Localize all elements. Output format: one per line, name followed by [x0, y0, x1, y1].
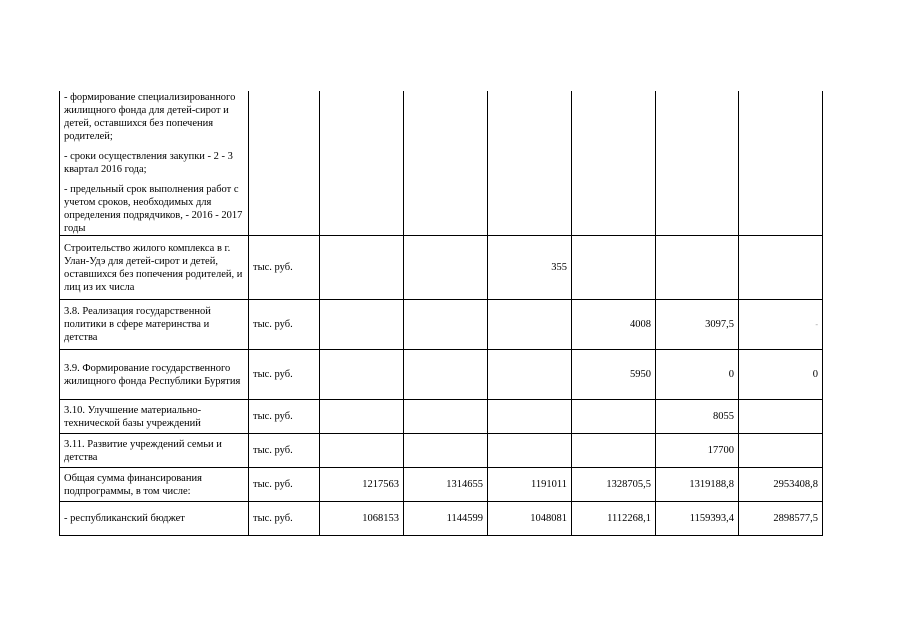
table-row	[60, 300, 823, 350]
value-cell: 5950	[572, 350, 656, 400]
table-row	[60, 434, 823, 468]
value-cell	[320, 400, 404, 434]
table-row	[60, 350, 823, 400]
value-cell	[320, 434, 404, 468]
value-cell	[404, 400, 488, 434]
value-cell: 1328705,5	[572, 468, 656, 502]
unit-cell: тыс. руб.	[249, 468, 320, 502]
value-cell	[739, 236, 823, 300]
unit-cell: тыс. руб.	[249, 236, 320, 300]
description-paragraph: - сроки осуществления закупки - 2 - 3 квартал 2016 года;	[64, 151, 233, 175]
description-paragraph: - формирование специализированного жилищного фонда для детей-сирот и детей, оставшихся без попечения родителей;	[64, 92, 236, 142]
table-row	[60, 502, 823, 536]
value-cell: 17700	[656, 434, 739, 468]
value-cell	[404, 350, 488, 400]
table-row	[60, 468, 823, 502]
row-name-cell: Строительство жилого комплекса в г. Улан-Удэ для детей-сирот и детей, оставшихся без попечения родителей, и лиц из их числа	[60, 236, 249, 300]
value-cell: 1191011	[488, 468, 572, 502]
unit-cell: тыс. руб.	[249, 400, 320, 434]
value-cell: -	[739, 300, 823, 350]
row-name-cell: Общая сумма финансирования подпрограммы, в том числе:	[60, 468, 249, 502]
value-cell	[739, 400, 823, 434]
value-cell	[488, 400, 572, 434]
row-name-cell: 3.8. Реализация государственной политики в сфере материнства и детства	[60, 300, 249, 350]
value-cell	[739, 434, 823, 468]
value-cell: 1314655	[404, 468, 488, 502]
value-cell: 1217563	[320, 468, 404, 502]
unit-cell: тыс. руб.	[249, 502, 320, 536]
row-name-cell: 3.9. Формирование государственного жилищного фонда Республики Бурятия	[60, 350, 249, 400]
unit-cell: тыс. руб.	[249, 300, 320, 350]
value-cell: 0	[739, 350, 823, 400]
value-cell	[404, 300, 488, 350]
value-cell	[739, 91, 823, 236]
table-row	[60, 236, 823, 300]
value-cell: 0	[656, 350, 739, 400]
value-cell	[320, 236, 404, 300]
value-cell: 355	[488, 236, 572, 300]
value-cell	[488, 350, 572, 400]
unit-cell: тыс. руб.	[249, 350, 320, 400]
value-cell	[404, 91, 488, 236]
row-description-cell	[60, 91, 249, 236]
value-cell	[572, 91, 656, 236]
value-cell	[572, 434, 656, 468]
value-cell	[488, 300, 572, 350]
value-cell: 1112268,1	[572, 502, 656, 536]
value-cell: 1159393,4	[656, 502, 739, 536]
value-cell	[572, 400, 656, 434]
value-cell	[656, 91, 739, 236]
row-name-cell: 3.11. Развитие учреждений семьи и детства	[60, 434, 249, 468]
row-name-cell: - республиканский бюджет	[60, 502, 249, 536]
value-cell	[488, 91, 572, 236]
value-cell	[320, 300, 404, 350]
unit-cell	[249, 91, 320, 236]
financing-table	[59, 91, 823, 536]
value-cell: 1048081	[488, 502, 572, 536]
value-cell	[488, 434, 572, 468]
value-cell	[320, 350, 404, 400]
value-cell: 3097,5	[656, 300, 739, 350]
value-cell	[572, 236, 656, 300]
unit-cell: тыс. руб.	[249, 434, 320, 468]
description-paragraph: - предельный срок выполнения работ с учетом сроков, необходимых для определения подрядчиков, - 2016 - 2017 годы	[64, 184, 243, 234]
value-cell: 1144599	[404, 502, 488, 536]
value-cell	[404, 236, 488, 300]
value-cell: 8055	[656, 400, 739, 434]
table-row	[60, 91, 823, 236]
value-cell	[404, 434, 488, 468]
value-cell: 4008	[572, 300, 656, 350]
value-cell: 2953408,8	[739, 468, 823, 502]
value-cell	[320, 91, 404, 236]
table-row	[60, 400, 823, 434]
value-cell: 1068153	[320, 502, 404, 536]
value-cell	[656, 236, 739, 300]
value-cell: 1319188,8	[656, 468, 739, 502]
row-name-cell: 3.10. Улучшение материально-технической базы учреждений	[60, 400, 249, 434]
value-cell: 2898577,5	[739, 502, 823, 536]
